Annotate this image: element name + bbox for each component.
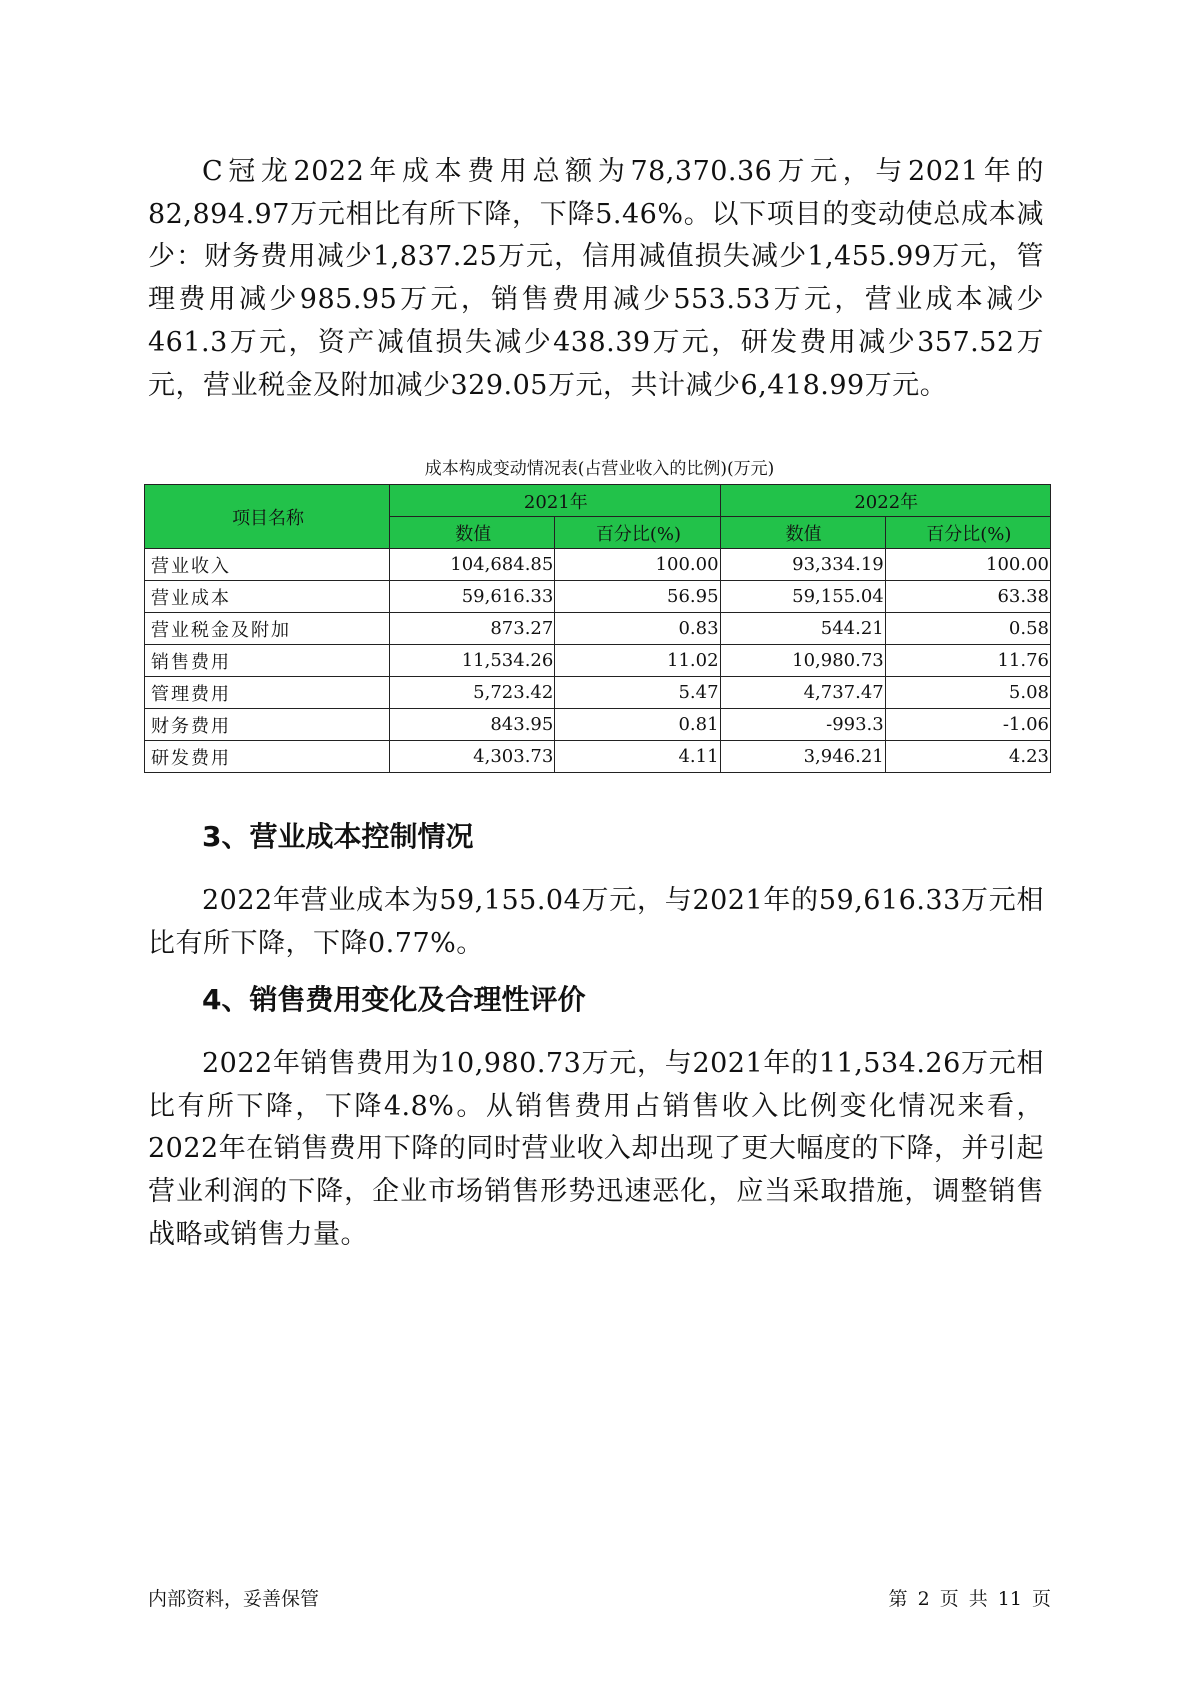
- row-label: 营业收入: [145, 549, 390, 581]
- table-row: [145, 645, 1051, 677]
- header-value-2021: 数值: [390, 517, 555, 549]
- value-2022: 4,737.47: [720, 677, 885, 709]
- section-heading-selling-expense: 4、销售费用变化及合理性评价: [202, 983, 586, 1016]
- row-label: 营业税金及附加: [145, 613, 390, 645]
- row-label: 财务费用: [145, 709, 390, 741]
- percent-2022: 11.76: [885, 645, 1050, 677]
- section-heading-operating-cost: 3、营业成本控制情况: [202, 820, 474, 853]
- value-2021: 59,616.33: [390, 581, 555, 613]
- table-row: [145, 677, 1051, 709]
- header-value-2022: 数值: [720, 517, 885, 549]
- table-caption: 成本构成变动情况表(占营业收入的比例)(万元): [424, 459, 775, 479]
- header-year-2022: 2022年: [720, 485, 1050, 517]
- row-label: 管理费用: [145, 677, 390, 709]
- row-label: 销售费用: [145, 645, 390, 677]
- value-2022: 3,946.21: [720, 741, 885, 773]
- percent-2021: 4.11: [555, 741, 720, 773]
- value-2021: 4,303.73: [390, 741, 555, 773]
- footer-confidential-note: 内部资料，妥善保管: [148, 1588, 320, 1610]
- percent-2022: 100.00: [885, 549, 1050, 581]
- row-label: 研发费用: [145, 741, 390, 773]
- table-row: [145, 581, 1051, 613]
- percent-2022: -1.06: [885, 709, 1050, 741]
- row-label: 营业成本: [145, 581, 390, 613]
- value-2022: 544.21: [720, 613, 885, 645]
- value-2021: 5,723.42: [390, 677, 555, 709]
- header-item-name: 项目名称: [145, 485, 390, 549]
- header-percent-2022: 百分比(%): [885, 517, 1050, 549]
- percent-2021: 100.00: [555, 549, 720, 581]
- value-2022: 10,980.73: [720, 645, 885, 677]
- percent-2021: 11.02: [555, 645, 720, 677]
- percent-2021: 0.83: [555, 613, 720, 645]
- header-year-2021: 2021年: [390, 485, 720, 517]
- value-2021: 104,684.85: [390, 549, 555, 581]
- value-2021: 873.27: [390, 613, 555, 645]
- table-row: [145, 709, 1051, 741]
- paragraph-selling-expense: 2022年销售费用为10,980.73万元，与2021年的11,534.26万元相比有所下降，下降4.8%。从销售费用占销售收入比例变化情况来看，2022年在销售费用下降的同时营业收入却出现了更大幅度的下降，并引起营业利润的下降，企业市场销售形势迅速恶化，应当采取措施，调整销售战略或销售力量。: [148, 1048, 1044, 1250]
- percent-2021: 5.47: [555, 677, 720, 709]
- value-2022: 59,155.04: [720, 581, 885, 613]
- percent-2021: 0.81: [555, 709, 720, 741]
- footer-page-number: 第 2 页 共 11 页: [888, 1588, 1051, 1610]
- table-row: [145, 613, 1051, 645]
- percent-2022: 0.58: [885, 613, 1050, 645]
- value-2021: 11,534.26: [390, 645, 555, 677]
- percent-2022: 4.23: [885, 741, 1050, 773]
- table-row: [145, 549, 1051, 581]
- header-percent-2021: 百分比(%): [555, 517, 720, 549]
- table-row: [145, 741, 1051, 773]
- value-2022: 93,334.19: [720, 549, 885, 581]
- percent-2022: 5.08: [885, 677, 1050, 709]
- percent-2022: 63.38: [885, 581, 1050, 613]
- paragraph-cost-summary: C冠龙2022年成本费用总额为78,370.36万元，与2021年的82,894.97万元相比有所下降，下降5.46%。以下项目的变动使总成本减少：财务费用减少1,837.25万元，信用减值损失减少1,455.99万元，管理费用减少985.95万元，销售费用减少553.53万元，营业成本减少461.3万元，资产减值损失减少438.39万元，研发费用减少357.52万元，营业税金及附加减少329.05万元，共计减少6,418.99万元。: [148, 156, 1044, 401]
- cost-structure-table: [144, 484, 1051, 773]
- percent-2021: 56.95: [555, 581, 720, 613]
- paragraph-operating-cost: 2022年营业成本为59,155.04万元，与2021年的59,616.33万元相比有所下降，下降0.77%。: [148, 885, 1044, 959]
- value-2021: 843.95: [390, 709, 555, 741]
- value-2022: -993.3: [720, 709, 885, 741]
